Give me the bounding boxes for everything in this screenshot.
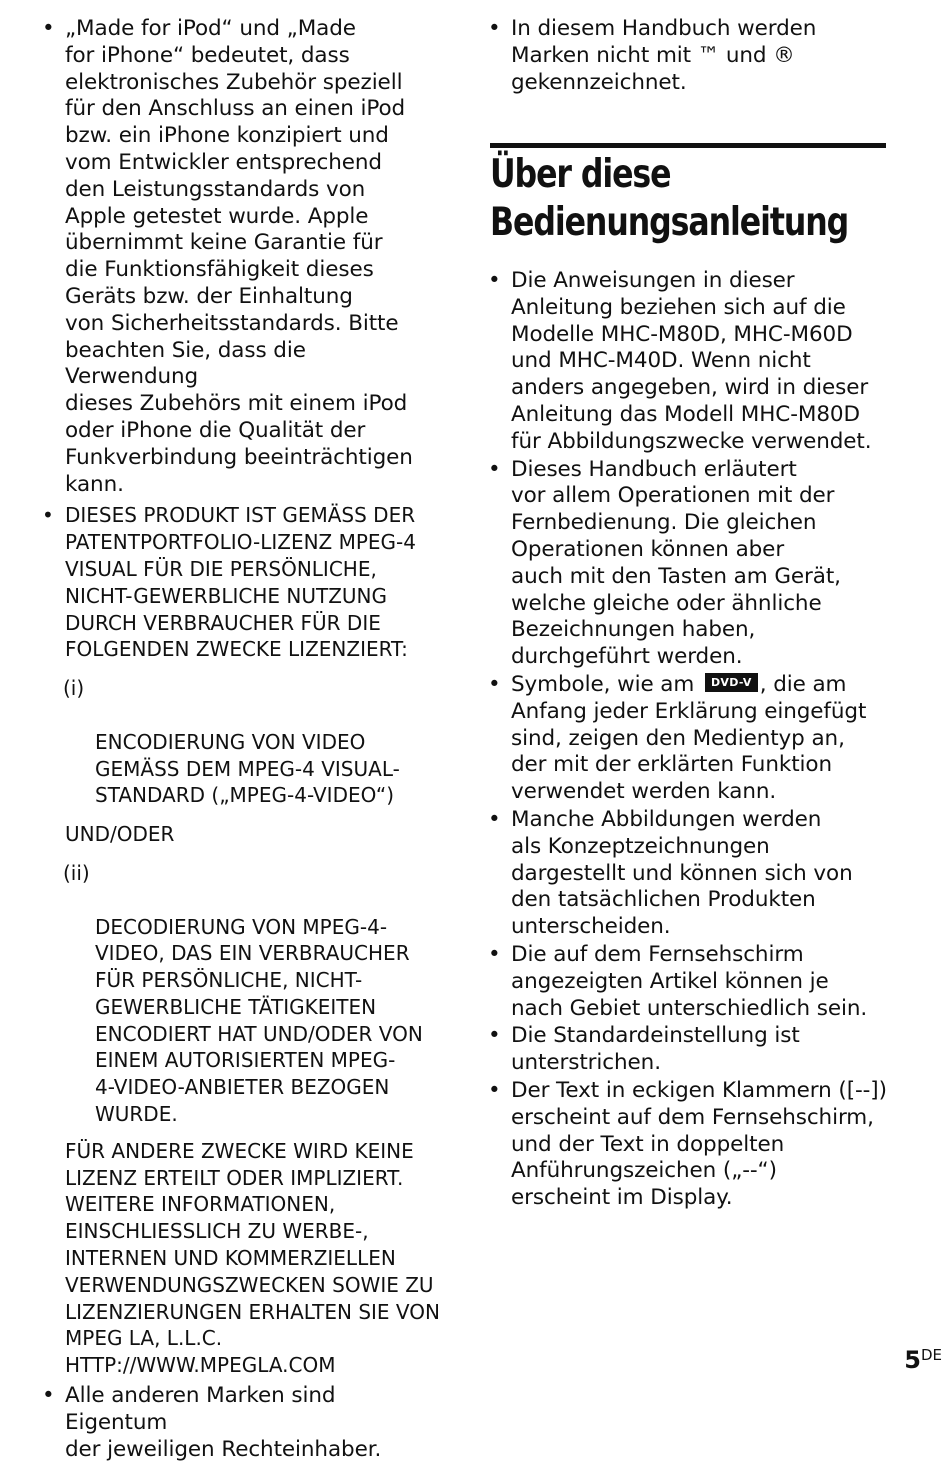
- heading-rule: [490, 143, 886, 148]
- right-column-top: [488, 16, 888, 96]
- and-or-label: UND/ODER: [65, 822, 175, 847]
- symbols-text-rest: , die am Anfang jeder Erklärung eingefügt sind, zeigen den Medientyp an, der mit der erklärten Funktion verwendet werden kann.: [511, 671, 867, 805]
- license-note: FÜR ANDERE ZWECKE WIRD KEINE LIZENZ ERTEILT ODER IMPLIZIERT. WEITERE INFORMATIONEN, EINSCHLIESSLICH ZU WERBE-, INTERNEN UND KOMMERZIELLEN VERWENDUNGSZWECKEN SOWIE ZU LIZENZIERUNGEN ERHALTEN SIE VON MPEG LA, L.L.C. HTTP://WWW.MPEGLA.COM: [65, 1138, 440, 1378]
- bullet-models: • Die Anweisungen in dieser Anleitung beziehen sich auf die Modelle MHC-M80D, MHC-M60D und MHC-M40D. Wenn nicht anders angegeben, wird in dieser Anleitung das Modell MHC-M80D für Abbildungszwecke verwendet.: [488, 268, 888, 456]
- bullet-trademark-symbols: • In diesem Handbuch werden Marken nicht mit ™ und ® gekennzeichnet.: [488, 16, 888, 96]
- page-number-value: 5: [904, 1346, 921, 1374]
- bullet-ipod-notice: • „Made for iPod“ und „Made for iPhone“ bedeutet, dass elektronisches Zubehör speziell für den Anschluss an einen iPod bzw. ein iPhone konzipiert und vom Entwickler entsprechend den Leistungsstandards von Apple getestet wurde. Apple übernimmt keine Garantie für die Funktionsfähigkeit dieses Geräts bzw. der Einhaltung von Sicherheitsstandards. Bitte beachten Sie, dass die Verwendung dieses Zubehörs mit einem iPod oder iPhone die Qualität der Funkverbindung beeinträchtigen kann.: [42, 16, 442, 498]
- sub-item-number: (i): [63, 676, 85, 701]
- mpeg-sub-item-i: [42, 675, 442, 809]
- section-heading: Über diese Bedienungsanleitung: [490, 152, 849, 245]
- mpeg-sub-item-ii: [42, 860, 442, 1128]
- bullet-media-symbols: [488, 672, 888, 806]
- sub-item-number: (ii): [63, 860, 90, 885]
- bullet-remote-operations: • Dieses Handbuch erläutert vor allem Operationen mit der Fernbedienung. Die gleichen Operationen können aber auch mit den Tasten am Gerät, welche gleiche oder ähnliche Bezeichnungen haben, durchgeführt werden.: [488, 457, 888, 671]
- bullet-illustrations: • Manche Abbildungen werden als Konzeptzeichnungen dargestellt und können sich von den tatsächlichen Produkten unterscheiden.: [488, 807, 888, 941]
- language-code: DE: [920, 1346, 942, 1364]
- bullet-bracket-text: • Der Text in eckigen Klammern ([--]) erscheint auf dem Fernsehschirm, und der Text in doppelten Anführungszeichen („--“) erscheint im Display.: [488, 1078, 888, 1212]
- left-column: [42, 16, 442, 1463]
- bullet-mpeg-license: • DIESES PRODUKT IST GEMÄSS DER PATENTPORTFOLIO-LIZENZ MPEG-4 VISUAL FÜR DIE PERSÖNLICHE, NICHT-GEWERBLICHE NUTZUNG DURCH VERBRAUCHER FÜR DIE FOLGENDEN ZWECKE LIZENZIERT:: [42, 502, 442, 663]
- sub-item-text: ENCODIERUNG VON VIDEO GEMÄSS DEM MPEG-4 VISUAL- STANDARD („MPEG-4-VIDEO“): [95, 729, 400, 808]
- right-column-list: [488, 268, 888, 1212]
- sub-item-text: DECODIERUNG VON MPEG-4- VIDEO, DAS EIN VERBRAUCHER FÜR PERSÖNLICHE, NICHT- GEWERBLICHE TÄTIGKEITEN ENCODIERT HAT UND/ODER VON EINEM AUTORISIERTEN MPEG- 4-VIDEO-ANBIETER BEZOGEN WURDE.: [95, 914, 423, 1127]
- section-heading-block: [490, 143, 886, 247]
- bullet-default-setting: • Die Standardeinstellung ist unterstrichen.: [488, 1023, 888, 1077]
- page-number: [904, 1346, 942, 1374]
- dvd-v-media-icon: DVD-V: [705, 673, 758, 692]
- bullet-tv-items: • Die auf dem Fernsehschirm angezeigten Artikel können je nach Gebiet unterschiedlich sein.: [488, 942, 888, 1022]
- bullet-trademarks: • Alle anderen Marken sind Eigentum der jeweiligen Rechteinhaber.: [42, 1383, 442, 1463]
- symbols-text-prefix: Symbole, wie am: [511, 671, 701, 697]
